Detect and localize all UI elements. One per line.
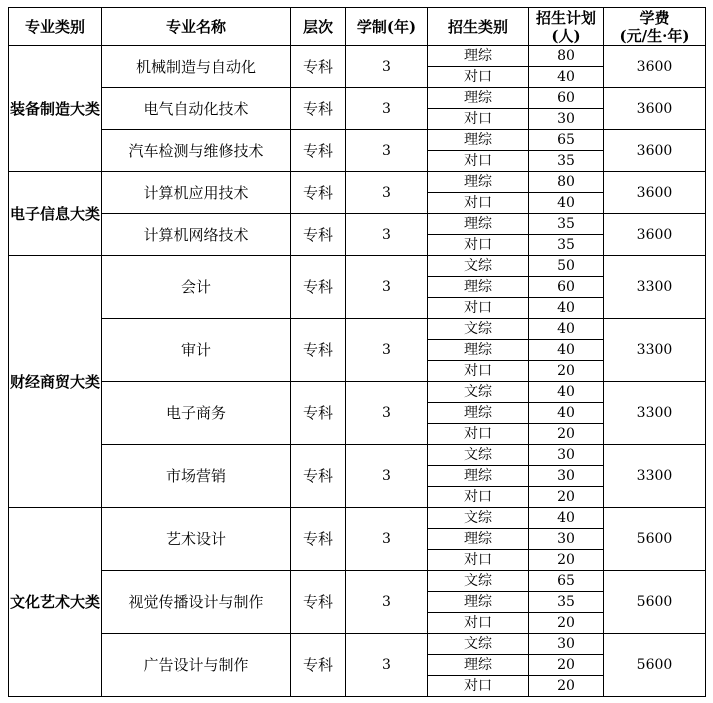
- tuition-cell: 3300: [604, 319, 706, 382]
- tuition-cell: 3300: [604, 256, 706, 319]
- enroll-type-cell: 理综: [428, 466, 529, 487]
- enroll-count-cell: 20: [529, 361, 604, 382]
- enroll-count-cell: 65: [529, 571, 604, 592]
- enroll-type-cell: 对口: [428, 487, 529, 508]
- enroll-type-cell: 对口: [428, 298, 529, 319]
- major-name-cell: 汽车检测与维修技术: [102, 130, 291, 172]
- tuition-cell: 5600: [604, 508, 706, 571]
- tuition-cell: 3300: [604, 445, 706, 508]
- enroll-count-cell: 20: [529, 550, 604, 571]
- enroll-count-cell: 30: [529, 445, 604, 466]
- enroll-count-cell: 40: [529, 298, 604, 319]
- table-row: [9, 445, 706, 466]
- header-enroll-plan-text: 招生计划 (人): [535, 8, 596, 45]
- table-row: [9, 172, 706, 193]
- enroll-count-cell: 60: [529, 277, 604, 298]
- level-cell: 专科: [291, 256, 346, 319]
- years-cell: 3: [346, 508, 428, 571]
- table-header: [9, 8, 706, 46]
- enroll-count-cell: 40: [529, 508, 604, 529]
- enroll-count-cell: 20: [529, 487, 604, 508]
- enroll-type-cell: 文综: [428, 382, 529, 403]
- header-category: 专业类别: [9, 8, 102, 46]
- major-name-cell: 艺术设计: [102, 508, 291, 571]
- enroll-type-cell: 理综: [428, 403, 529, 424]
- years-cell: 3: [346, 256, 428, 319]
- major-name-cell: 审计: [102, 319, 291, 382]
- tuition-cell: 3600: [604, 88, 706, 130]
- enroll-count-cell: 30: [529, 529, 604, 550]
- enroll-type-cell: 对口: [428, 193, 529, 214]
- enroll-count-cell: 35: [529, 235, 604, 256]
- enroll-type-cell: 文综: [428, 508, 529, 529]
- enroll-count-cell: 65: [529, 130, 604, 151]
- major-name-cell: 电子商务: [102, 382, 291, 445]
- enroll-count-cell: 60: [529, 88, 604, 109]
- enroll-type-cell: 理综: [428, 214, 529, 235]
- major-name-cell: 视觉传播设计与制作: [102, 571, 291, 634]
- enroll-count-cell: 80: [529, 46, 604, 67]
- major-name-cell: 计算机应用技术: [102, 172, 291, 214]
- enroll-count-cell: 35: [529, 214, 604, 235]
- header-major-name: 专业名称: [102, 8, 291, 46]
- enroll-count-cell: 20: [529, 655, 604, 676]
- years-cell: 3: [346, 571, 428, 634]
- years-cell: 3: [346, 634, 428, 697]
- enroll-count-cell: 20: [529, 676, 604, 697]
- enroll-count-cell: 40: [529, 193, 604, 214]
- level-cell: 专科: [291, 46, 346, 88]
- enroll-type-cell: 理综: [428, 172, 529, 193]
- tuition-cell: 3300: [604, 382, 706, 445]
- header-enroll-plan: [529, 8, 604, 46]
- table-row: [9, 256, 706, 277]
- level-cell: 专科: [291, 214, 346, 256]
- major-name-cell: 会计: [102, 256, 291, 319]
- years-cell: 3: [346, 88, 428, 130]
- enroll-type-cell: 文综: [428, 571, 529, 592]
- major-name-cell: 市场营销: [102, 445, 291, 508]
- enroll-count-cell: 20: [529, 613, 604, 634]
- enroll-type-cell: 理综: [428, 46, 529, 67]
- level-cell: 专科: [291, 130, 346, 172]
- table-row: [9, 634, 706, 655]
- major-name-cell: 电气自动化技术: [102, 88, 291, 130]
- enroll-count-cell: 40: [529, 382, 604, 403]
- enroll-count-cell: 40: [529, 340, 604, 361]
- enroll-type-cell: 理综: [428, 340, 529, 361]
- table-row: [9, 319, 706, 340]
- header-tuition: [604, 8, 706, 46]
- tuition-cell: 3600: [604, 214, 706, 256]
- enroll-type-cell: 对口: [428, 109, 529, 130]
- tuition-cell: 5600: [604, 571, 706, 634]
- enroll-count-cell: 30: [529, 634, 604, 655]
- enroll-type-cell: 对口: [428, 424, 529, 445]
- years-cell: 3: [346, 382, 428, 445]
- enrollment-plan-table: [8, 7, 706, 697]
- enroll-count-cell: 30: [529, 466, 604, 487]
- tuition-cell: 3600: [604, 172, 706, 214]
- table-row: [9, 508, 706, 529]
- header-enroll-type: 招生类别: [428, 8, 529, 46]
- tuition-cell: 5600: [604, 634, 706, 697]
- years-cell: 3: [346, 130, 428, 172]
- years-cell: 3: [346, 214, 428, 256]
- category-cell: 电子信息大类: [9, 172, 102, 256]
- enroll-type-cell: 对口: [428, 361, 529, 382]
- tuition-cell: 3600: [604, 46, 706, 88]
- level-cell: 专科: [291, 172, 346, 214]
- enroll-type-cell: 文综: [428, 445, 529, 466]
- header-level: 层次: [291, 8, 346, 46]
- enroll-count-cell: 40: [529, 319, 604, 340]
- enroll-count-cell: 35: [529, 151, 604, 172]
- enroll-type-cell: 文综: [428, 634, 529, 655]
- enroll-count-cell: 40: [529, 403, 604, 424]
- level-cell: 专科: [291, 634, 346, 697]
- level-cell: 专科: [291, 319, 346, 382]
- enroll-type-cell: 理综: [428, 277, 529, 298]
- enroll-count-cell: 20: [529, 424, 604, 445]
- enroll-type-cell: 对口: [428, 67, 529, 88]
- level-cell: 专科: [291, 88, 346, 130]
- years-cell: 3: [346, 319, 428, 382]
- level-cell: 专科: [291, 508, 346, 571]
- table-row: [9, 46, 706, 67]
- enroll-count-cell: 40: [529, 67, 604, 88]
- table-body: [9, 46, 706, 697]
- enroll-type-cell: 理综: [428, 529, 529, 550]
- category-cell: 财经商贸大类: [9, 256, 102, 508]
- enroll-count-cell: 30: [529, 109, 604, 130]
- major-name-cell: 广告设计与制作: [102, 634, 291, 697]
- tuition-cell: 3600: [604, 130, 706, 172]
- level-cell: 专科: [291, 571, 346, 634]
- category-cell: 装备制造大类: [9, 46, 102, 172]
- major-name-cell: 计算机网络技术: [102, 214, 291, 256]
- enroll-type-cell: 文综: [428, 256, 529, 277]
- header-row: [9, 8, 706, 46]
- header-tuition-text: 学费 (元/生·年): [619, 8, 690, 45]
- category-cell: 文化艺术大类: [9, 508, 102, 697]
- level-cell: 专科: [291, 445, 346, 508]
- enroll-type-cell: 对口: [428, 550, 529, 571]
- enroll-type-cell: 理综: [428, 655, 529, 676]
- table-row: [9, 130, 706, 151]
- enroll-type-cell: 对口: [428, 676, 529, 697]
- table-row: [9, 571, 706, 592]
- enroll-count-cell: 35: [529, 592, 604, 613]
- years-cell: 3: [346, 46, 428, 88]
- enroll-type-cell: 对口: [428, 235, 529, 256]
- table-row: [9, 214, 706, 235]
- enroll-type-cell: 理综: [428, 592, 529, 613]
- enroll-count-cell: 50: [529, 256, 604, 277]
- major-name-cell: 机械制造与自动化: [102, 46, 291, 88]
- table-row: [9, 88, 706, 109]
- enroll-type-cell: 文综: [428, 319, 529, 340]
- years-cell: 3: [346, 445, 428, 508]
- enroll-type-cell: 对口: [428, 151, 529, 172]
- enroll-type-cell: 理综: [428, 88, 529, 109]
- table-row: [9, 382, 706, 403]
- header-years: 学制(年): [346, 8, 428, 46]
- level-cell: 专科: [291, 382, 346, 445]
- enroll-count-cell: 80: [529, 172, 604, 193]
- enroll-type-cell: 理综: [428, 130, 529, 151]
- enroll-type-cell: 对口: [428, 613, 529, 634]
- years-cell: 3: [346, 172, 428, 214]
